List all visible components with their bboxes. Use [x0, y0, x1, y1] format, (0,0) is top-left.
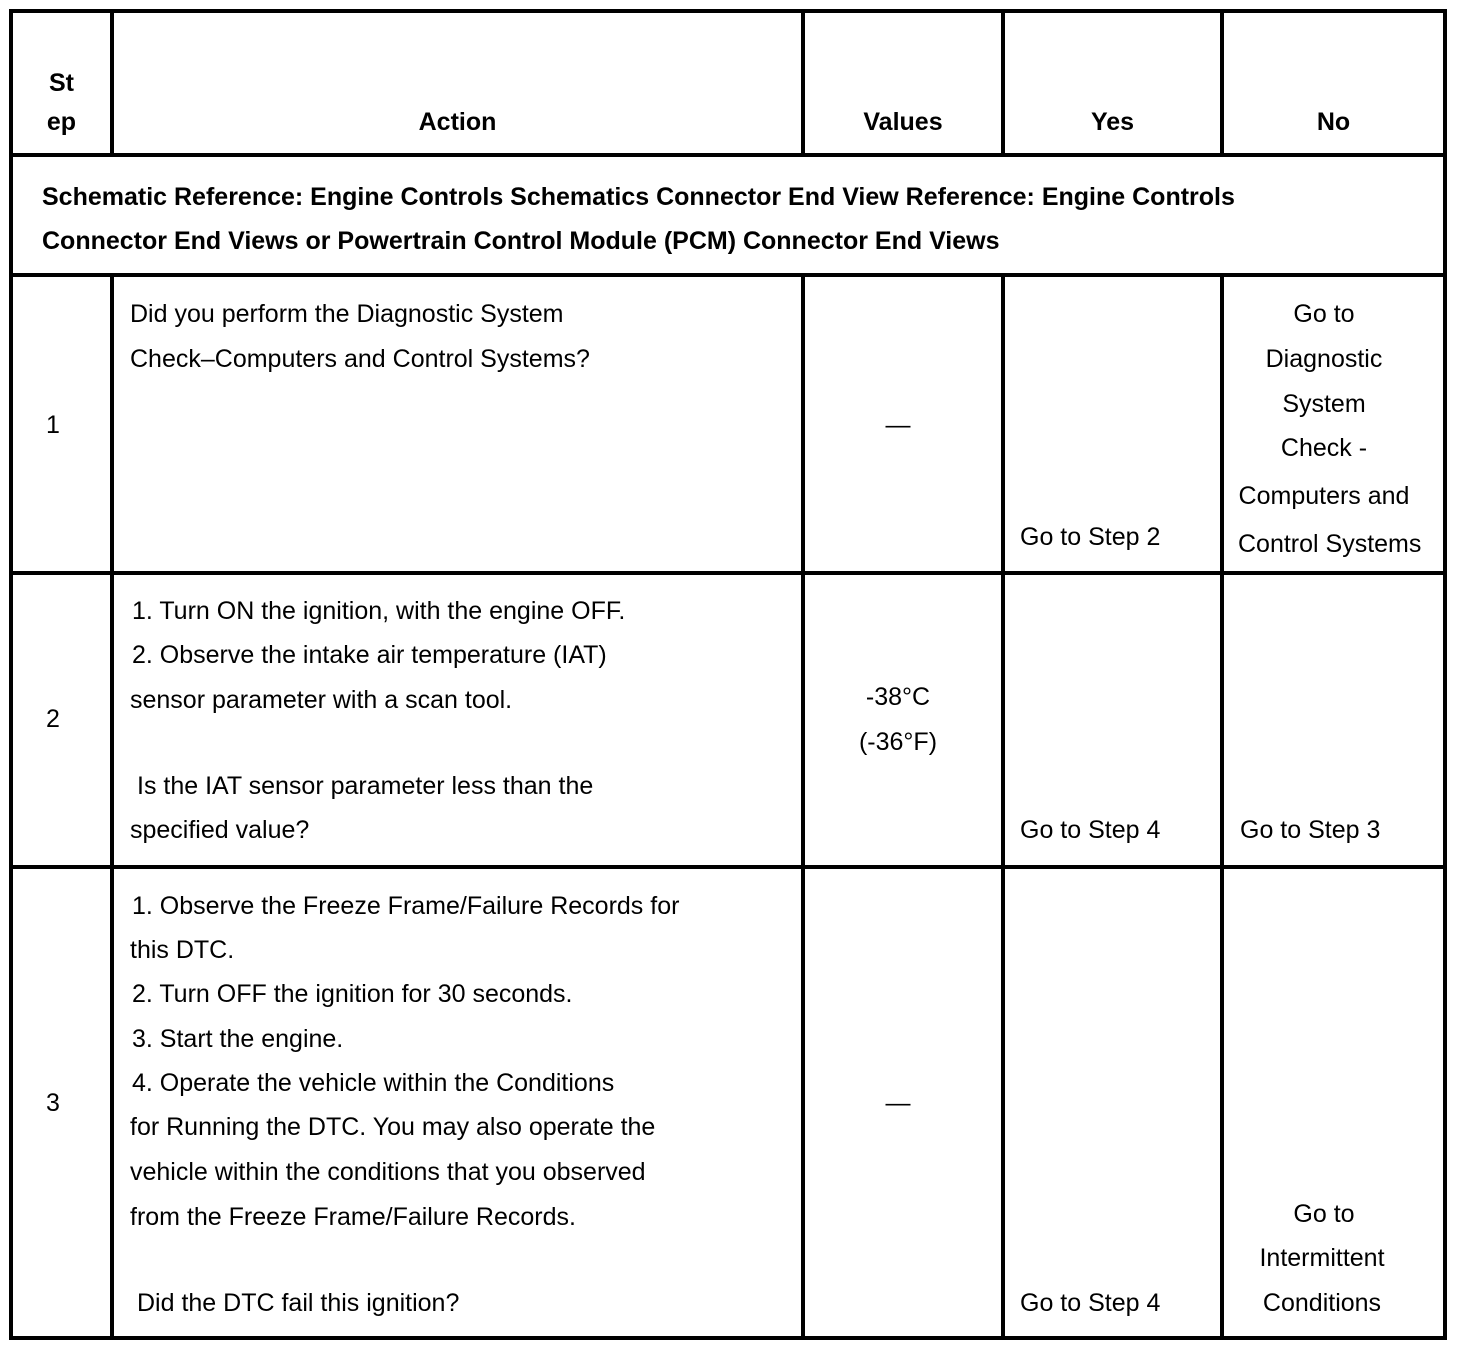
column-divider — [110, 273, 114, 1340]
no-text: Conditions — [1262, 1289, 1382, 1317]
yes-text: Go to Step 4 — [1020, 816, 1161, 844]
table-row-divider — [9, 865, 1447, 869]
action-text: vehicle within the conditions that you observed — [130, 1158, 646, 1186]
table-border-left — [9, 9, 13, 1340]
no-text: System — [1282, 390, 1366, 418]
header-yes: Yes — [1090, 108, 1135, 136]
action-text: for Running the DTC. You may also operate the — [130, 1113, 656, 1141]
action-text: 1. Observe the Freeze Frame/Failure Records for — [132, 892, 680, 920]
action-text: Did you perform the Diagnostic System — [130, 300, 564, 328]
value-text: — — [885, 411, 911, 439]
action-text: 4. Operate the vehicle within the Conditions — [132, 1069, 615, 1097]
value-text: — — [885, 1089, 911, 1117]
action-text: 3. Start the engine. — [132, 1025, 344, 1053]
action-text: 2. Turn OFF the ignition for 30 seconds. — [132, 980, 573, 1008]
value-text: -38°C — [865, 683, 931, 711]
action-text: sensor parameter with a scan tool. — [130, 686, 513, 714]
step-number: 1 — [46, 411, 60, 439]
no-text: Check - — [1280, 434, 1368, 462]
action-text: Did the DTC fail this ignition? — [137, 1289, 460, 1317]
header-no: No — [1316, 108, 1351, 136]
no-text: Control Systems — [1238, 530, 1422, 558]
table-row-divider — [9, 153, 1447, 157]
action-text: 1. Turn ON the ignition, with the engine OFF. — [132, 597, 626, 625]
no-text: Diagnostic — [1265, 345, 1383, 373]
no-text: Computers and — [1238, 482, 1410, 510]
schematic-reference-line-1: Schematic Reference: Engine Controls Schematics Connector End View Reference: Engine Controls — [42, 183, 1235, 211]
action-text: 2. Observe the intake air temperature (IAT) — [132, 641, 607, 669]
yes-text: Go to Step 2 — [1020, 523, 1161, 551]
step-number: 3 — [46, 1089, 60, 1117]
value-text: (-36°F) — [858, 728, 938, 756]
action-text: Is the IAT sensor parameter less than the — [137, 772, 594, 800]
table-border-bottom — [9, 1336, 1447, 1340]
schematic-reference-line-2: Connector End Views or Powertrain Control Module (PCM) Connector End Views — [42, 227, 1000, 255]
header-step-line-1: St — [49, 69, 74, 97]
table-row-divider — [9, 273, 1447, 277]
table-border-right — [1443, 9, 1447, 1340]
no-text: Go to Step 3 — [1240, 816, 1381, 844]
no-text: Intermittent — [1259, 1244, 1385, 1272]
table-border-top — [9, 9, 1447, 13]
yes-text: Go to Step 4 — [1020, 1289, 1161, 1317]
action-text: this DTC. — [130, 936, 235, 964]
action-text: from the Freeze Frame/Failure Records. — [130, 1203, 576, 1231]
header-values: Values — [863, 108, 943, 136]
table-row-divider — [9, 571, 1447, 575]
column-divider — [1001, 273, 1005, 1340]
action-text: Check–Computers and Control Systems? — [130, 345, 590, 373]
no-text: Go to — [1293, 1200, 1355, 1228]
step-number: 2 — [46, 705, 60, 733]
header-action: Action — [418, 108, 497, 136]
action-text: specified value? — [130, 816, 310, 844]
header-step-line-2: ep — [46, 108, 77, 136]
no-text: Go to — [1293, 300, 1355, 328]
